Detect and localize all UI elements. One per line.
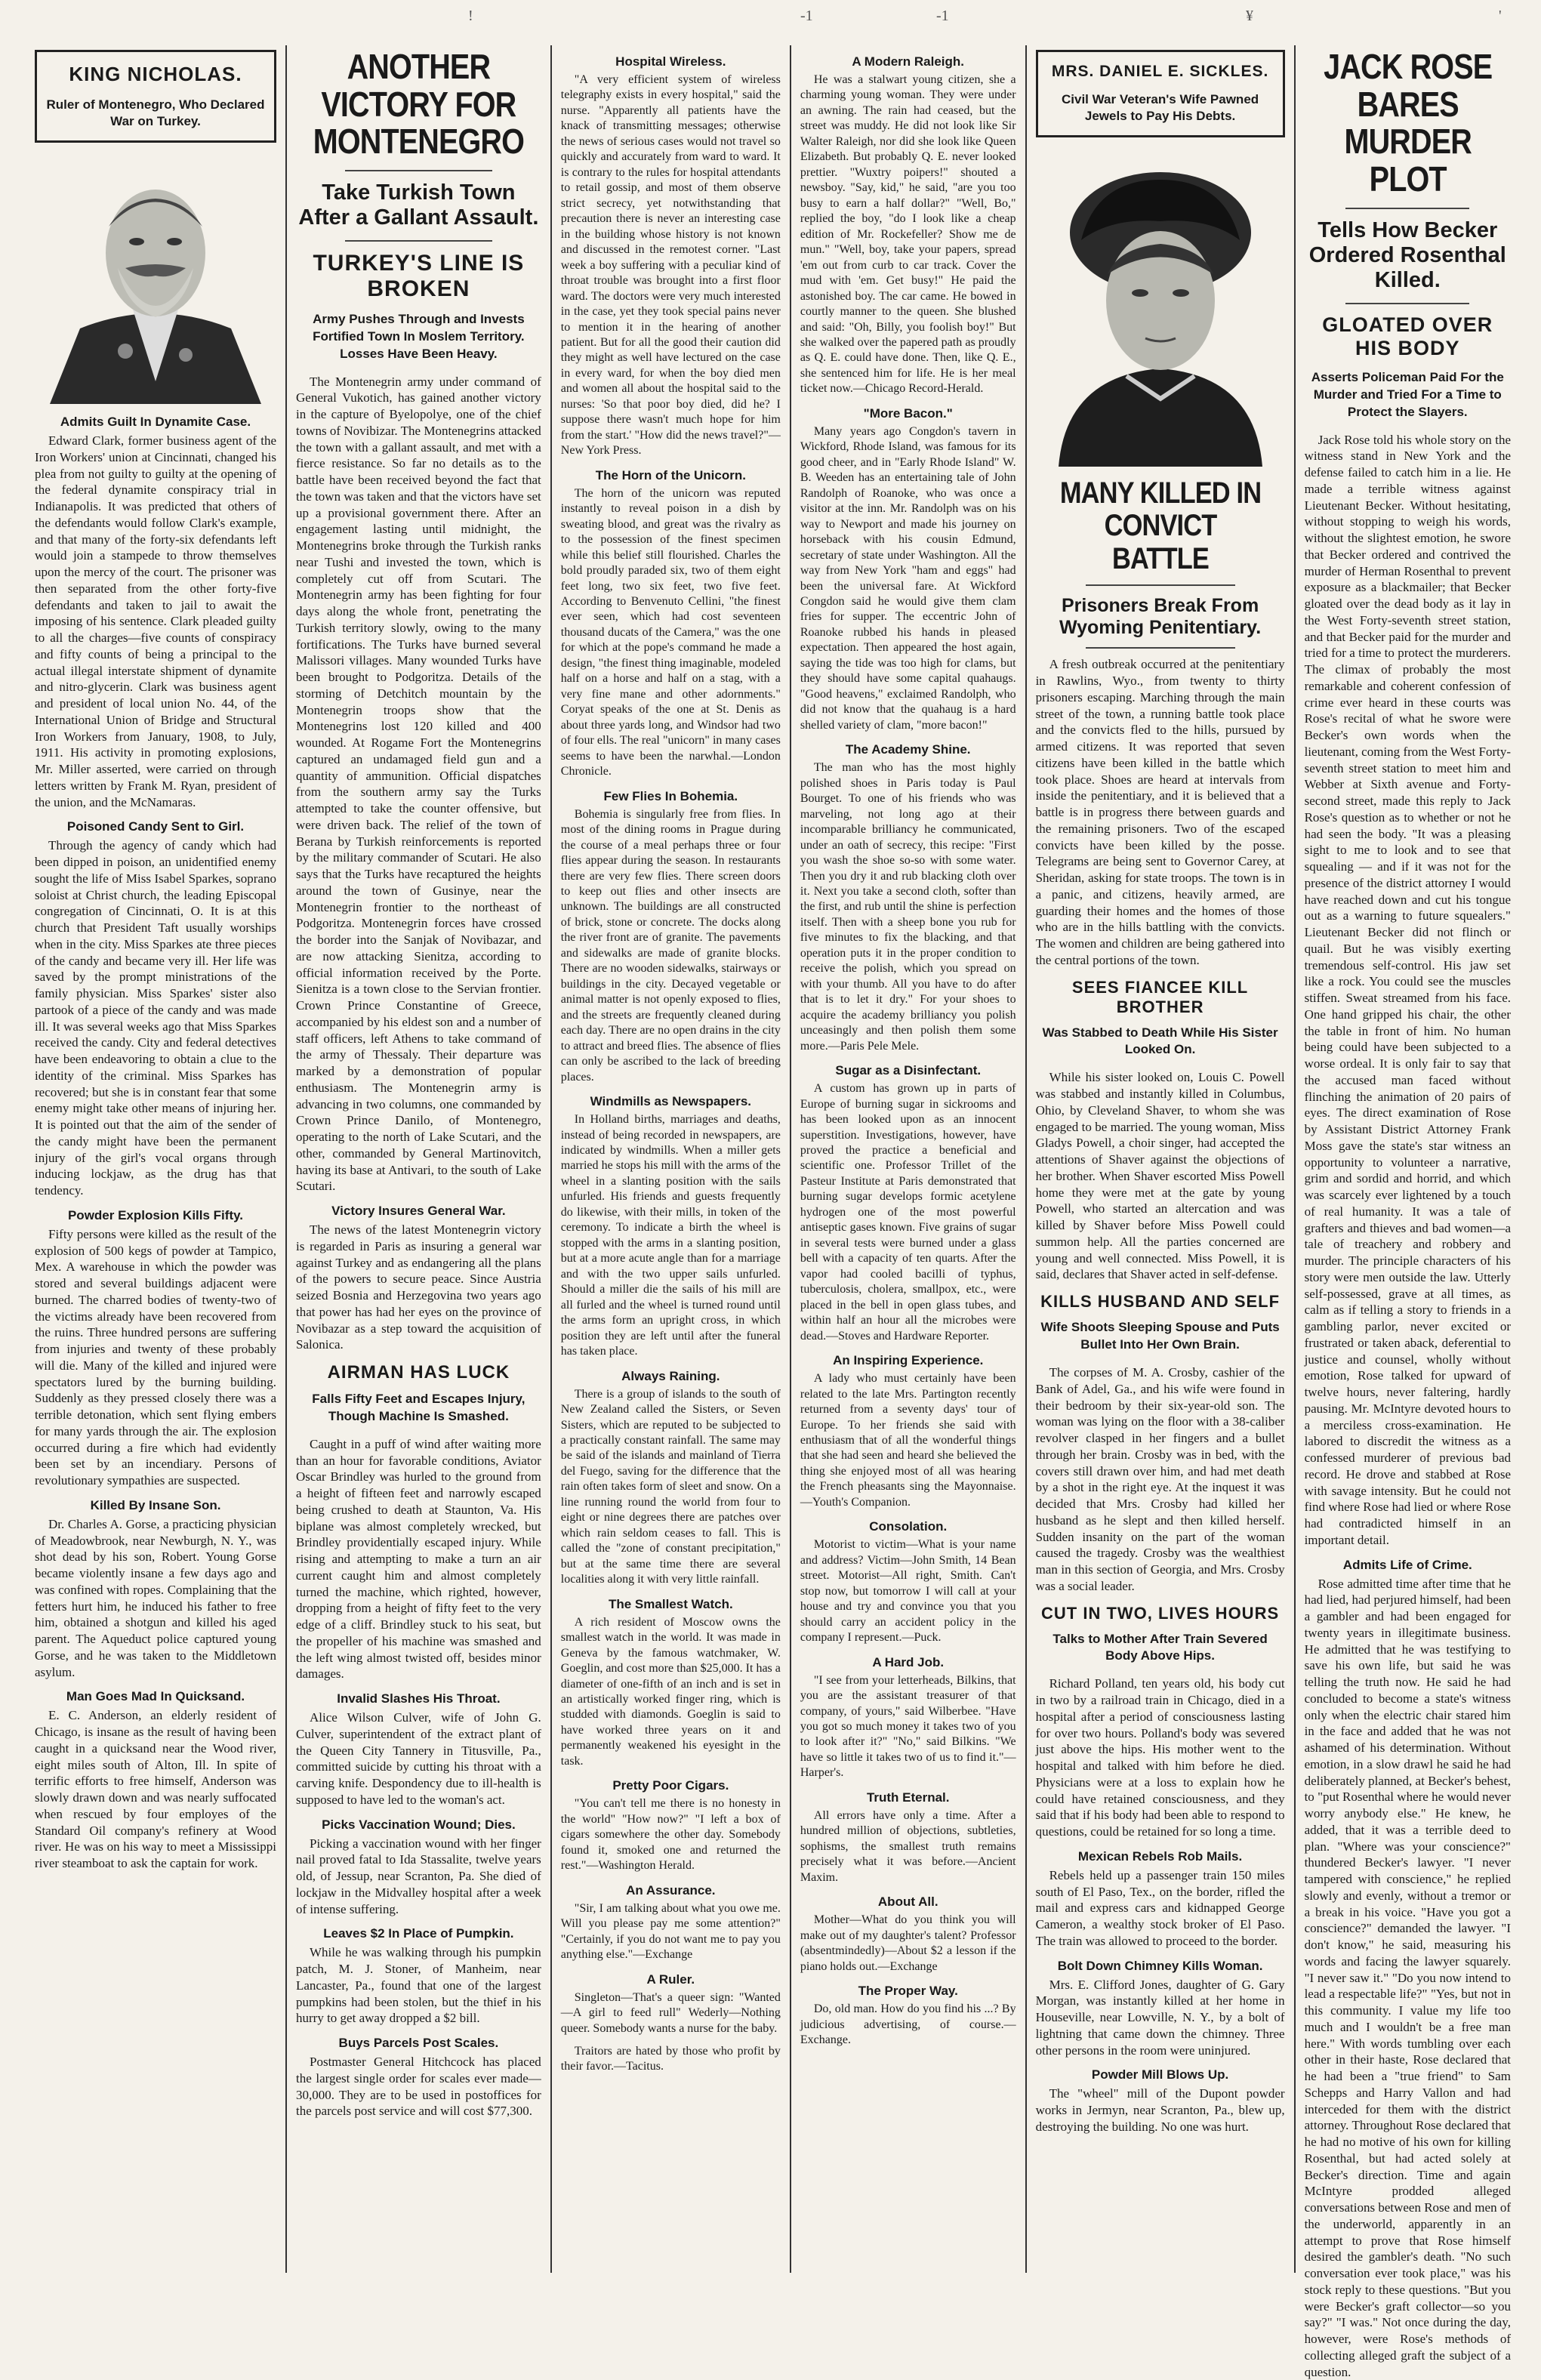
article-body: The man who has the most highly polished shoes in Paris today is Paul Bourget. To one of his friends who was marveling, not long ago at their incomparable brilliancy he communicated, under an oath of secrecy, this recipe: "First you wash the shoe so-so with some water. Then you dry it and rub blacking cloth over it. Next you take a second cloth, softer than the first, and rub until the shine is perfection itself. Then with a sheep bone you rub for five minutes to fix the blacking, and that operation puts it in the proper condition to receive the polish, which you spread on with your thumb. All you have to do after that is to let it dry." For your shoes to acquire the academy brilliancy you polish unceasingly and then polish them some more.—Paris Pele Mele. <box>800 761 1016 1053</box>
edge-mark: ' <box>1499 8 1502 24</box>
article-body: All errors have only a time. After a hundred million of objections, subtleties, sophisms, the smallest truth remains precisely what it was before.—Ancient Maxim. <box>800 1808 1016 1884</box>
article-body: Traitors are hated by those who profit by their favor.—Tacitus. <box>560 2044 781 2073</box>
edge-mark: -1 <box>936 8 949 24</box>
main-headline: JACK ROSE BARES MURDER PLOT <box>1323 47 1492 199</box>
article-body: E. C. Anderson, an elderly resident of Chicago, is insane as the result of having been caught in a quicksand near the Wood river, eight miles south of Alton, Ill. In spite of terrific efforts to free himself, Anderson was slowly drawn down and was nearly suffocated when rescued by four employes of the Standard Oil company's refinery at Wood river. He was on his way to meet a Mississippi river steamboat to ask the captain for work. <box>35 1708 276 1871</box>
article-body: Fifty persons were killed as the result of the explosion of 500 kegs of powder at Tampico, Mex. A warehouse in which the powder was stored and several buildings adjacent were burned. The charred bodies of twenty-two of the victims already have been recovered from the ruins. Three hundred persons are suffering from injuries and twenty of these probably will die. Many of the killed and injured were spectators lured by the burning building. Suddenly as they pressed closely there was a terrible detonation, which sent flying embers for many yards through the air. The explosion occurred during a fire which had evidently been set by an incendiary. Persons of revolutionary sympathies are suspected. <box>35 1226 276 1488</box>
mrs-sickles-caption-box <box>1036 50 1285 137</box>
article-headline: An Assurance. <box>626 1882 716 1898</box>
article-headline: Admits Guilt In Dynamite Case. <box>60 415 251 430</box>
divider <box>1086 584 1235 586</box>
article-body: Mother—What do you think you will make out of my daughter's talent? Professor (absentmindedly)—About $2 a lesson if the piano holds out.—Exchange <box>800 1913 1016 1973</box>
article-body: Dr. Charles A. Gorse, a practicing physician of Meadowbrook, near Newburgh, N. Y., was shot dead by his son, Robert. Young Gorse became violently insane a few days ago and was confined with ropes. Complaining that the fetters hurt him, he induced his father to free him, obtained a shotgun and killed his aged parent. The Aqueduct police captured young Gorse, and he was taken to the Middletown asylum. <box>35 1516 276 1679</box>
article-headline: KILLS HUSBAND AND SELF <box>1040 1292 1281 1312</box>
subheadline: Tells How Becker Ordered Rosenthal Killed. <box>1308 217 1506 293</box>
article-headline: Sugar as a Disinfectant. <box>835 1063 982 1078</box>
caption-subtitle: Ruler of Montenegro, Who Declared War on Turkey. <box>46 97 265 129</box>
article-headline: Man Goes Mad In Quicksand. <box>66 1689 245 1704</box>
column-3 <box>552 45 791 2273</box>
article-body: The horn of the unicorn was reputed instantly to reveal poison in a dish by sweating blood, and great was the rivalry as to the possession of the finest specimen while this belief still flourished. Charles the bold proudly paraded six, two of them eight feet long, two six feet, two five feet. According to Benvenuto Cellini, "the finest ever seen, which had cost seventeen thousand ducats of the Camera," was the one for which at the pope's command he made a design, "the finest thing imaginable, modeled half on a horse and half on a stag, with a very fine mane and other adornments." Coryat speaks of the one at St. Denis as about three yards long, and Windsor had two of four ells. The real "unicorn" in many cases seems to have been the narwhal.—London Chronicle. <box>560 486 781 778</box>
article-body: A fresh outbreak occurred at the penitentiary in Rawlins, Wyo., from twenty to thirty prisoners escaping. Marching through the main street of the town, a running battle took place and the convicts fled to the hills, pursued by armed citizens. It was reported that seven citizens have been killed in the battle which took place. Shoes are heard at intervals from inside the penitentiary, and it is believed that a battle is in progress there between guards and the remaining prisoners. Two of the escaped convicts have been killed by the posse. Telegrams are being sent to Governor Carey, at Sheridan, asking for state troops. The town is in a panic, and citizens, heavily armed, are guarding their homes and the homes of those who are in the hills battling with the convicts. The women and children are being gathered into the central portions of the town. <box>1035 657 1285 967</box>
article-body: Do, old man. How do you find his ...? By judicious advertising, of course.—Exchange. <box>800 2002 1016 2047</box>
article-headline: Consolation. <box>869 1519 948 1534</box>
article-body: A rich resident of Moscow owns the smallest watch in the world. It was made in Geneva by the famous watchmaker, W. Goeglin, and cost more than $25,000. It has a diameter of one-fifth of an inch and is set in an artistically worked finger ring, which is studded with diamonds. Goeglin is said to have worked three years on it and permanently weakened his eyesight in the task. <box>560 1615 781 1768</box>
article-headline: Powder Explosion Kills Fifty. <box>67 1207 244 1222</box>
article-headline: Leaves $2 In Place of Pumpkin. <box>323 1926 514 1941</box>
edge-mark: ! <box>468 8 473 24</box>
caption-title: KING NICHOLAS. <box>69 63 242 85</box>
article-body: The corpses of M. A. Crosby, cashier of the Bank of Adel, Ga., and his wife were found in their bedroom by their six-year-old son. The woman was lying on the floor with a 38-caliber revolver clasped in her fingers and a bullet through her brain. Crosby was in bed, with the covers still drawn over him, and had met death by a shot in the right eye. At the inquest it was decided that Mrs. Crosby had killed her husband as he slept and then killed herself. Sudden insanity on the part of the woman caused the tragedy. Crosby was the wealthiest man in this section of Georgia, and Mrs. Crosby was a social leader. <box>1035 1365 1285 1593</box>
divider <box>1345 303 1469 304</box>
article-body: The news of the latest Montenegrin victory is regarded in Paris as insuring a general war against Turkey and as endangering all the plans of the powers to secure peace. Since Austria seized Bosnia and Herzegovina two years ago that power has had her eyes on the province of Novibazar as a step toward the acquisition of Salonica. <box>296 1222 541 1352</box>
subheadline: Prisoners Break From Wyoming Penitentiary. <box>1059 594 1262 638</box>
article-headline: Victory Insures General War. <box>331 1204 506 1219</box>
deck: Wife Shoots Sleeping Spouse and Puts Bullet Into Her Own Brain. <box>1040 1320 1280 1352</box>
divider <box>1086 647 1235 649</box>
article-headline: An Inspiring Experience. <box>833 1353 984 1368</box>
article-headline: Invalid Slashes His Throat. <box>337 1691 501 1706</box>
article-body: Jack Rose told his whole story on the witness stand in New York and the defense failed to catch him in a lie. He made a terrible witness against Lieutenant Becker. Without hesitating, without stopping to weigh his words, without the slightest emotion, he swore that Becker ordered and contrived the murder of Herman Rosenthal to prevent exposure as a blackmailer; that Becker gloated over the dead body as it lay in the West Forty-seventh street station, and that Becker paid for the murder and tried for a time to protect the murderers. The climax of probably the most remarkable and coherent confession of crime ever heard in these courts was Rose's recital of what he swore were Becker's own words when the lieutenant, coming from the West Forty-seventh street station to meet him and Webber at Sixth avenue and Forty-second street, made this reply to Jack Rose's question as to whether or not he had seen the body. "It was a pleasing sight to me to look and to see that squealing — and if it was not for the presence of the district attorney I would have reached down and cut his tongue out as a warning to future squealers." Lieutenant Becker did not flinch or quail. But he was visibly exerting tremendous self-control. His jaw set like a rock. You could see the muscles stiffen. Sweat streamed from his face. One hand gripped his chair, the other the table in front of him. No human being could have been subjected to a worse ordeal. It is only fair to say that the accused man faced without flinching the animation of 20 pairs of eyes. The direct examination of Rose by Assistant District Attorney Frank Moss gave the state's star witness an opportunity to volunteer a narrative, grim and sordid and horrid, and which was scarcely ever lightened by a touch of real humanity. It was a tale of grafters and thieves and bad women—a tale of treachery and robbery and murder. The principle characters of his story were men outside the law. Utterly self-possessed, grave at all times, as calm as if telling a story to friends in a gambling parlor, never excited or frustrated or taken aback, deferential to justice and counsel, wholly without emotion, Rose talked for upward of twelve hours, never faltering, hardly pausing. Mr. McIntyre devoted hours to a merciless cross-examination. He labored to discredit the witness as a confessed murderer of previous bad record. He drove and stabbed at Rose with savage intensity. But he could not find where Rose had lied or where Rose had contradicted himself in an important detail. <box>1304 432 1511 1547</box>
deck: Asserts Policeman Paid For the Murder and Tried For a Time to Protect the Slayers. <box>1311 369 1504 419</box>
article-headline: Pretty Poor Cigars. <box>612 1778 729 1793</box>
article-headline: Bolt Down Chimney Kills Woman. <box>1057 1958 1263 1973</box>
article-body: Through the agency of candy which had been dipped in poison, an unidentified enemy sought the life of Miss Isabel Sparkes, soprano soloist at Christ church, the leading Episcopal congregation of Cincinnati, O. It is at this church that President Taft usually worships when in the city. Miss Sparkes ate three pieces of the candy and became very ill. Her life was saved by the prompt ministrations of the family physician. Miss Sparkes' sister also partook of a piece of the candy and was made ill. It was several weeks ago that Miss Sparkes received the candy. City and federal detectives have been endeavoring to obtain a clue to the identity of the criminal. Miss Sparkes has recovered; but she is in constant fear that some enemy might take other means of injuring her. It is pointed out that the aim of the sender of the candy might have been the permanent injury of the girl's vocal organs through inducing lockjaw, as the drug has that tendency. <box>35 838 276 1198</box>
article-headline: Poisoned Candy Sent to Girl. <box>66 819 245 834</box>
article-body: "Sir, I am talking about what you owe me. Will you please pay me some attention?" "Certainly, if you do not want me to pay you anything else."—Exchange <box>560 1901 781 1962</box>
article-headline: Buys Parcels Post Scales. <box>338 2036 499 2051</box>
divider <box>345 170 492 171</box>
divider <box>345 240 492 242</box>
article-body: Motorist to victim—What is your name and address? Victim—John Smith, 14 Bean street. Motorist—All right, Smith. Can't stop now, but tomorrow I will call at your house and try and convince you that you should carry an accident policy in the company I represent.—Puck. <box>800 1538 1016 1645</box>
column-5 <box>1027 45 1296 2273</box>
article-headline: The Horn of the Unicorn. <box>595 467 746 482</box>
headline: MANY KILLED IN CONVICT BATTLE <box>1059 476 1261 575</box>
article-body: Postmaster General Hitchcock has placed the largest single order for scales ever made—30,000. They are to be used in postoffices for the parcels post service and will cost $77,300. <box>296 2055 541 2119</box>
column-1 <box>26 45 287 2273</box>
article-body: "I see from your letterheads, Bilkins, that you are the assistant treasurer of that company, of yours," said Wilberbee. "Have you got so much money it takes two of you to look after it?" "No," said Bilkins. "We have so little it takes two of us to find it."—Harper's. <box>800 1673 1016 1780</box>
article-headline: AIRMAN HAS LUCK <box>327 1362 510 1383</box>
subheadline: Take Turkish Town After a Gallant Assault. <box>298 180 539 230</box>
main-headline: ANOTHER VICTORY FOR MONTENEGRO <box>313 47 525 162</box>
divider <box>1345 208 1469 209</box>
caption-subtitle: Civil War Veteran's Wife Pawned Jewels to Pay His Debts. <box>1061 92 1259 124</box>
edge-mark: ¥ <box>1246 8 1253 24</box>
column-6 <box>1296 45 1520 2379</box>
deck: Army Pushes Through and Invests Fortified Town In Moslem Territory. Losses Have Been Heavy. <box>313 311 525 361</box>
article-body: Many years ago Congdon's tavern in Wickford, Rhode Island, was famous for its good cheer, and in "Early Rhode Island" W. B. Weeden has an entertaining tale of John Randolph of Roanoke, who was once a visitor at the inn. Mr. Randolph was on his way to Newport and made his journey on horseback with his cousin Edmund, secretary of state under Washington. All the way from New York "ham and eggs" had been the universal fare. At Wickford Congdon said he would give them clam fries for supper. The eccentric John of Roanoke rubbed his hands in pleased expectation. Then appeared the host again, saying the tide was too high for clams, but they should have some capital quahaugs. "Good heavens," exclaimed Randolph, who did not know that the quahaug is a hard shelled variety of clam, "more bacon!" <box>800 424 1016 732</box>
article-headline: Few Flies In Bohemia. <box>603 788 738 803</box>
article-headline: SEES FIANCEE KILL BROTHER <box>1071 977 1249 1016</box>
article-body: Bohemia is singularly free from flies. In most of the dining rooms in Prague during the course of a meal perhaps three or four flies appear during the season. In restaurants there are very few flies. There screen doors to keep out flies and other insects are unknown. The buildings are all constructed of brick, stone or concrete. The docks along the river front are of granite. The pavements and sidewalks are made of granite blocks. There are no wooden sidewalks, stairways or buildings in the city. Decayed vegetable or animal matter is not openly exposed to flies, and the streets are frequently cleaned during each day. There are no open drains in the city to attract and breed flies. The absence of flies can only be ascribed to the lack of breeding places. <box>560 807 781 1084</box>
article-headline: The Academy Shine. <box>845 742 971 757</box>
king-nicholas-portrait <box>35 155 276 404</box>
article-body: Richard Polland, ten years old, his body cut in two by a railroad train in Chicago, died in a hospital after a period of consciousness lasting for over two hours. Polland's body was severed just above the hips. His mother went to the hospital and talked with him before he died. Physicians were at a loss to explain how he could have retained consciousness, and they said that if his body had been able to respond to questions, could be retained for so long a time. <box>1035 1676 1285 1839</box>
article-body: He was a stalwart young citizen, she a charming young woman. They were under an awning. The rain had ceased, but the street was muddy. He did not look like Sir Walter Raleigh, nor did she look like Queen Elizabeth. But probably Q. E. never looked prettier. "Wuxtry poipers!" shouted a newsboy. "Say, kid," he said, "are you too busy to earn a half dollar?" "Well, Bo," replied the boy, "do I look like a cheap edition of Mr. Rockefeller? Show me de mun." "Well, boy, take your papers, spread 'em out from curb to car track. Cover the mud with 'em. Get busy!" He paid the astonished boy. The car came. He bowed in courtly manner to the queen. She blushed and said: "Oh, Billy, you foolish boy!" But she walked over the papered path as proudly as Q. E. could have done. Then, like Q. E., she sentenced him for life. He is her meal ticket now.—Chicago Record-Herald. <box>800 73 1016 396</box>
article-body: The Montenegrin army under command of General Vukotich, has gained another victory in the capture of Byelopolye, one of the chief towns of Novibizar. The Montenegrins attacked the town with a gallant assault, and met with a fierce resistance. So far no details as to the battle have been received beyond the fact that the town was taken and that the victors have set up a provisional government there. After an engagement lasting until midnight, the Montenegrins broke through the Turkish ranks near Tushi and invested the town, which is completely cut off from Scutari. The Montenegrin army has been fighting for four days along the whole front, penetrating the Turkish territory slowly, owing to the many fortifications. The Turks have burned several Malissori villages. Many wounded Turks have been brought to Podgoritza. Details of the storming of Detchitch mountain by the Montenegrin troops show that the Montenegrins lost 120 killed and 400 wounded. At Rogame Fort the Montenegrins captured an undamaged field gun and a quantity of ammunition. Official dispatches from the southern army say the Turks attempted to take the counter offensive, but were driven back. The relief of the town of Berana by Turkish reinforcements is reported by the military commander of Scutari. He also says that the Turks have recaptured the heights around the town of Gusinye, near the Montenegrin frontier to the northeast of Podgoritza. Montenegrin forces have crossed the border into the Sanjak of Novibazar, and are now attacking Sienitza, according to official information received by the Porte. Sienitza is a town close to the Servian frontier. Crown Prince Constantine of Greece, accompanied by his eldest son and a number of staff officers, left Athens to take command of the army of Thessaly. Their departure was marked by a demonstration of popular enthusiasm. The Montenegrin army is advancing in two columns, one commanded by Crown Prince Danilo, of Montenegro, operating to the north of Lake Scutari, and the other, commanded by General Martinovitch, having its base at Antivari, to the south of Lake Scutari. <box>296 374 541 1194</box>
article-body: A lady who must certainly have been related to the late Mrs. Partington recently returned from a seventy days' tour of Europe. To her friends she said with enthusiasm that of all the wonderful things that she had seen and heard she believed the thing she enjoyed most of all was hearing the French pheasants sing the Mayonnaise.—Youth's Companion. <box>800 1372 1016 1509</box>
article-headline: Admits Life of Crime. <box>1342 1557 1472 1572</box>
article-body: Rose admitted time after time that he had lied, had perjured himself, had been a gambler and had been engaged for twenty years in illegitimate business. He admitted that he was testifying to save his own life, but said he was telling the truth now. He said he had concluded to become a state's witness only when the electric chair stared him in the face and added that he was not ashamed of his determination. Without emotion, in a slow drawl he said he had deliberately planned, at Becker's behest, to "put Rosenthal where he would never worry anybody else." He knew, he added, that it was a terrible deed to plan. "Where was your conscience?" thundered Becker's lawyer. "I never tampered with conscience," he replied slowly and evenly, without a tremor or a break in his voice. "Have you got a conscience?" demanded the lawyer. "I don't know," he said, measuring his words and facing the lawyer squarely. "I never saw it." "Do you now intend to lead a respectable life?" "Yes, but not in this community. I value my life too much and I wouldn't be a free man here." With words tumbling over each other in their haste, Rose declared that he had been a "true friend" to Sam Schepps and Harry Vallon and had interceded for them with the district attorney. Throughout Rose declared that he had no motive of his own for killing Rosenthal, but had acted solely at Becker's direction. Time and again McIntyre prodded alleged conversations between Rose and men of the underworld, apparently in an attempt to prove that Rose himself desired the gambler's death. "No such conversation ever took place," was his stock reply to these questions. "But you were Becker's graft collector—so you say?" "I was." Not once during the day, however, were Rose's methods of collecting alleged graft the subject of a question. <box>1304 1576 1511 2379</box>
article-headline: The Proper Way. <box>858 1984 958 1999</box>
article-body: "A very efficient system of wireless telegraphy exists in every hospital," said the nurse. "Apparently all patients have the knack of transmitting messages; otherwise the news of serious cases would not travel so quickly and accurately from ward to ward. It is contrary to the rules for hospital attendants to retail gossip, and most of them observe strict secrecy, yet notwithstanding that precaution there is never an interesting case in the building whose history is not known and discussed in the remotest corner. "Last week a boy suffering with a peculiar kind of throat trouble was brought into a first floor ward. The doctors were very much interested in the case, yet they took special pains never to mention it in the hearing of another patient. But for all the good their caution did they might as well have lectured on the case in every ward, for when the boy died men and women all about the hospital said to the nurses: 'So that poor boy died, did he? I suppose there wasn't much hope for him from the start.' "How did the news travel?"—New York Press. <box>560 73 781 458</box>
article-headline: Mexican Rebels Rob Mails. <box>1077 1848 1243 1864</box>
article-body: Edward Clark, former business agent of the Iron Workers' union at Cincinnati, changed his plea from not guilty to guilty at the opening of the federal dynamite conspiracy trial in Indianapolis. It was predicted that others of the defendants would follow Clark's example, and that many of the forty-six defendants left would join a stampede to throw themselves upon the mercy of the court. The prisoner was then separated from the other forty-five defendants and taken to jail to await the imposing of his sentence. Clark pleaded guilty to all the charges—five counts of conspiracy and fifty counts of being a principal to the actual illegal interstate shipment of dynamite and nitro-glycerin. Clark was business agent and president of local union No. 44, of the International Union of Bridge and Structural Iron Workers from January, 1908, to July, 1911. His activity in promoting explosions, Mr. Miller asserted, were carried on through letters written by Frank M. Ryan, president of the union, and the McNamaras. <box>35 433 276 809</box>
article-body: While he was walking through his pumpkin patch, M. J. Stoner, of Manheim, near Lancaster, Pa., found that one of the largest pumpkins had been stolen, but the thief in his hurry to get away dropped a $2 bill. <box>296 1945 541 2026</box>
subheadline-caps: TURKEY'S LINE IS BROKEN <box>313 250 525 301</box>
deck: Falls Fifty Feet and Escapes Injury, Though Machine Is Smashed. <box>312 1392 525 1423</box>
article-headline: Killed By Insane Son. <box>90 1497 221 1512</box>
article-headline: CUT IN TWO, LIVES HOURS <box>1041 1603 1280 1623</box>
edge-mark: -1 <box>800 8 813 24</box>
king-nicholas-caption-box <box>35 50 276 143</box>
article-body: Caught in a puff of wind after waiting more than an hour for favorable conditions, Aviator Oscar Brindley was hurled to the ground from a height of fifteen feet and narrowly escaped being crushed to death at Staunton, Va. His biplane was almost completely wrecked, but Brindley providentially escaped injury. While rising and attempting to make a turn an air current caught him and almost completely turned the machine, which righted, however, dropping from a height of fifty feet to the very edge of a cliff. Brindley stuck to his seat, but the propeller of his machine was smashed and the left wing almost twisted off, besides minor damages. <box>296 1436 541 1682</box>
deck: Was Stabbed to Death While His Sister Looked On. <box>1042 1025 1278 1057</box>
article-headline: Hospital Wireless. <box>615 54 726 69</box>
article-headline: Truth Eternal. <box>866 1790 950 1805</box>
article-headline: Powder Mill Blows Up. <box>1091 2067 1229 2082</box>
article-body: A custom has grown up in parts of Europe of burning sugar in sickrooms and has been looked upon as an innocent superstition. Investigations, however, have proved the practice a beneficial and scientific one. Professor Trillet of the Pasteur Institute at Paris demonstrated that burning sugar develops formic acetylene hydrogen one of the most powerful antiseptic gases known. Five grains of sugar in several tests were burned under a glass bell with a capacity of ten quarts. After the vapor had cooled bacilli of typhus, tuberculosis, cholera, smallpox, etc., were placed in the bell in open glass tubes, and within half an hour all the microbes were dead.—Stoves and Hardware Reporter. <box>800 1082 1016 1343</box>
article-headline: A Hard Job. <box>872 1654 945 1669</box>
article-body: Singleton—That's a queer sign: "Wanted—A girl to feed rull" Wederly—Nothing queer. Somebody wants a nurse for the baby. <box>560 1990 781 2035</box>
article-body: Mrs. E. Clifford Jones, daughter of G. Gary Morgan, was instantly killed at her home in Houseville, near Lowville, N. Y., by a bolt of lightning that came down the chimney. Three other persons in the room were uninjured. <box>1035 1977 1285 2058</box>
article-body: While his sister looked on, Louis C. Powell was stabbed and instantly killed in Columbus, Ohio, by Cleveland Shaver, to whom she was engaged to be married. The young woman, Miss Gladys Powell, a choir singer, had accepted the attentions of Shaver against the objections of her brother. When Shaver escorted Miss Powell home they were met at the gate by young Powell, who started an altercation and was killed by Shaver before Miss Powell could summon help. All the parties concerned are young and well connected. Miss Powell, it is said, declares that Shaver acted in self-defense. <box>1035 1070 1285 1282</box>
article-headline: "More Bacon." <box>863 405 953 421</box>
article-headline: A Ruler. <box>646 1972 695 1987</box>
article-headline: The Smallest Watch. <box>608 1596 733 1611</box>
article-headline: Always Raining. <box>621 1368 720 1383</box>
article-body: Picking a vaccination wound with her finger nail proved fatal to Ida Stassalite, twelve years old, of Jessup, near Scranton, Pa. She died of lockjaw in the Midvalley hospital after a week of intense suffering. <box>296 1836 541 1916</box>
article-body: In Holland births, marriages and deaths, instead of being recorded in newspapers, are indicated by windmills. When a miller gets married he stops his mill with the arms of the wheel in a slanting position with the sails unfurled. His friends and guests frequently do likewise, with their mills, in token of the ceremony. To indicate a birth the wheel is stopped with the arms in a slanting position, but at a more acute angle than for a marriage and with the two upper sails unfurled. Should a miller die the sails of his mill are all furled and the wheel is turned round until the arms form an upright cross, in which position they are left until after the funeral has taken place. <box>560 1113 781 1358</box>
column-2 <box>287 45 552 2273</box>
article-headline: Windmills as Newspapers. <box>590 1094 752 1109</box>
column-4 <box>791 45 1027 2273</box>
article-body: There is a group of islands to the south of New Zealand called the Sisters, or Seven Sisters, which are reputed to be subjected to a practically constant rainfall. The same may be said of the islands and mainland of Tierra del Fuego, saving for the difference that the rain often takes form of sleet and snow. On a line running round the world from four to eight or nine degrees there are patches over which rain seldom ceases to fall. This is called the "zone of constant precipitation," but at the same time there are several localities along it with very little rainfall. <box>560 1387 781 1586</box>
article-headline: Picks Vaccination Wound; Dies. <box>322 1817 516 1832</box>
subheadline-caps: GLOATED OVER HIS BODY <box>1322 313 1493 359</box>
page-edge-marks <box>0 8 1541 26</box>
caption-title: MRS. DANIEL E. SICKLES. <box>1051 63 1269 80</box>
article-body: Rebels held up a passenger train 150 miles south of El Paso, Tex., on the border, rifled the mail and express cars and kidnapped George Cameron, a wealthy stock broker of El Paso. The train was allowed to proceed to the border. <box>1035 1867 1285 1948</box>
article-body: Alice Wilson Culver, wife of John G. Culver, superintendent of the extract plant of the Queen City Tannery in Titusville, Pa., committed suicide by cutting his throat with a carving knife. Despondency due to ill-health is supposed to have led to the woman's act. <box>296 1710 541 1807</box>
deck: Talks to Mother After Train Severed Body Above Hips. <box>1053 1631 1268 1663</box>
article-headline: About All. <box>877 1894 938 1910</box>
mrs-sickles-portrait <box>1036 150 1285 467</box>
article-body: "You can't tell me there is no honesty in the world" "How now?" "I left a box of cigars somewhere the other day. Somebody found it, smoked one and returned the rest."—Washington Herald. <box>560 1797 781 1873</box>
article-body: The "wheel" mill of the Dupont powder works in Jermyn, near Scranton, Pa., blew up, destroying the building. No one was hurt. <box>1035 2086 1285 2134</box>
article-headline: A Modern Raleigh. <box>852 54 965 69</box>
